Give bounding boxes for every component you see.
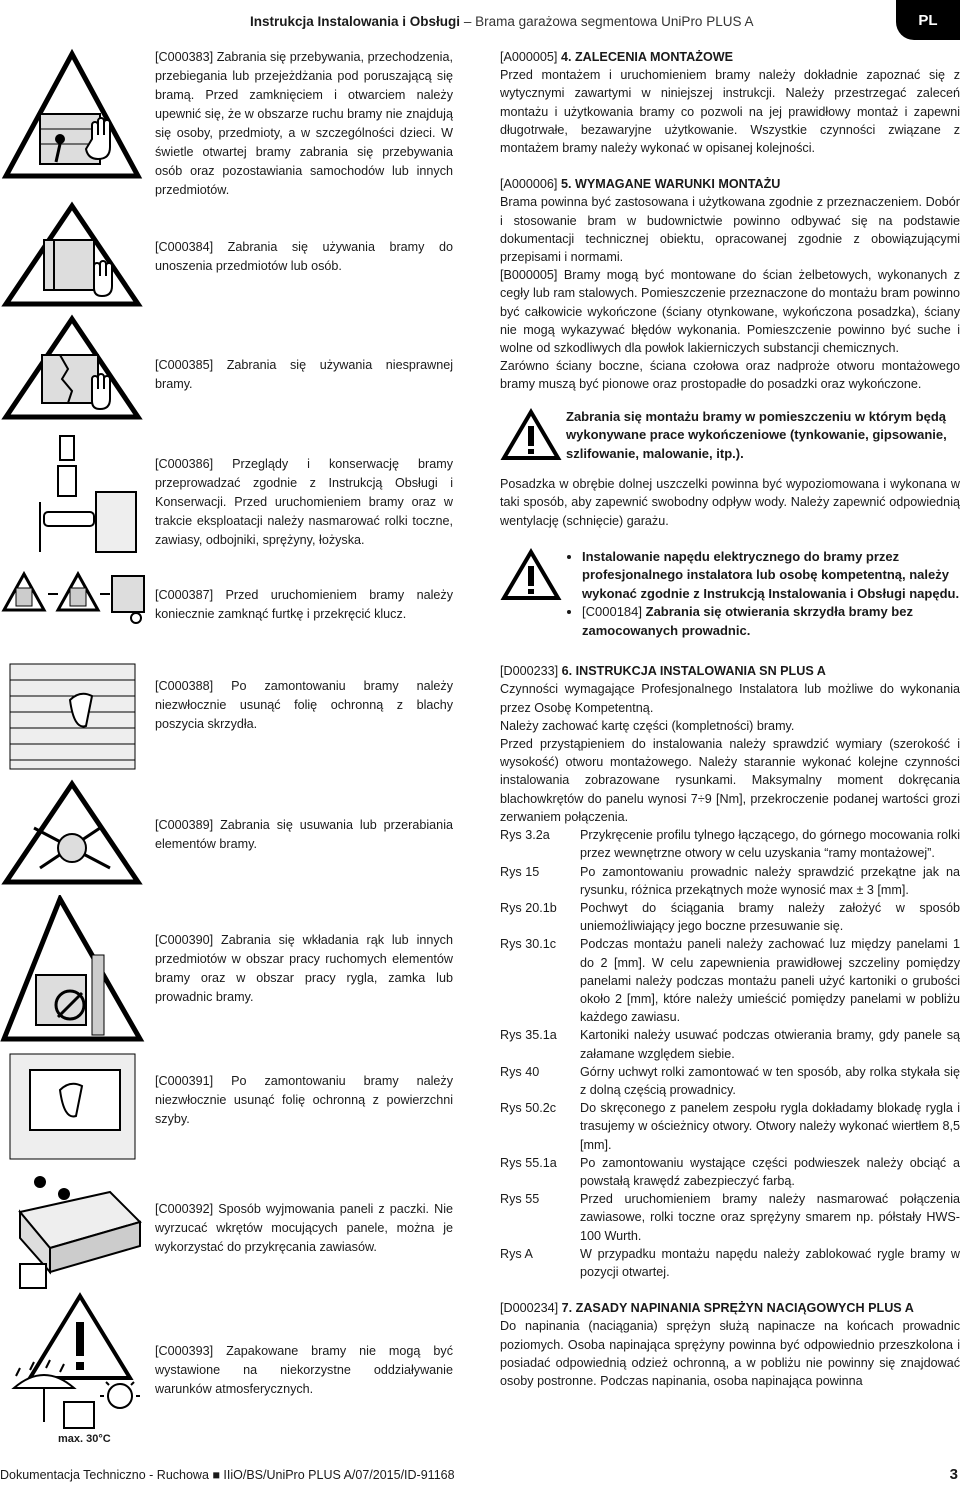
rys-row	[500, 1245, 960, 1281]
section-5-p1: Brama powinna być zastosowana i użytkowana zgodnie z przeznaczeniem. Dobór i stosowanie bram w budownictwie powinno odbywać się na podstawie dokumentacji technicznej obiektu, opracowanej zgodnie z obowiązującymi przepisami i normami.	[500, 195, 960, 265]
rys-text: Po zamontowaniu wystające części podwieszek należy obciąć a powstałą krawędź zabezpieczyć farbą.	[580, 1155, 960, 1188]
rys-text: Przed uruchomieniem bramy należy nasmarować połączenia zawiasowe, rolki toczne oraz sprężyny smarem np. półstały HWS-100 Wurth.	[580, 1192, 960, 1243]
section-7-body: Do napinania (naciągania) sprężyn służą napinacze na końcach prowadnic poziomych. Osoba napinająca sprężyny powinna być odpowiednio przeszkolona i posiadać odpowiednią odzież ochronną, a w pobliżu nie powinny się znajdować osoby postronne. Podczas napinania, osoba napinająca powinna	[500, 1319, 960, 1388]
rys-row	[500, 1026, 960, 1062]
rys-text: Po zamontowaniu prowadnic należy sprawdzić przekątne jak na rysunku, różnica przekątnych może wynosić max ± 3 [mm].	[580, 864, 960, 897]
rys-label: Rys 40	[500, 1064, 540, 1079]
rys-label: Rys 20.1b	[500, 900, 557, 915]
rys-row	[500, 899, 960, 935]
rys-table	[500, 826, 960, 1281]
bullet-item-2-code: [C000184]	[582, 604, 642, 620]
bullet-list	[566, 548, 960, 641]
warning-text-8: [C000390] Zabrania się wkładania rąk lub innych przedmiotów w obszar pracy ruchomych elementów bramy oraz w obszar pracy rygla, zamka lub prowadnic bramy.	[155, 933, 453, 1004]
rys-text: Przykręcenie profilu tylnego łączącego, do górnego mocowania rolki przez wewnętrzne otwory w celu uzyskania “ramy montażowej”.	[580, 828, 960, 861]
warning-text-4: [C000386] Przeglądy i konserwację bramy przeprowadzać zgodnie z Instrukcją Obsługi i Konserwacji. Przed uruchomieniem bramy oraz w trakcie eksploatacji należy nasmarować rolki toczne, zawiasy, odbojniki, sprężyny, łożyska.	[155, 457, 453, 547]
section-4-body: Przed montażem i uruchomieniem bramy należy dokładnie zapoznać się z wytycznymi zawartymi w niniejszej instrukcji. Należy przestrzegać zaleceń montażu i użytkowania bramy co pozwoli na jej prawidłowy montaż i zapewni długotrwałe, bezawaryjne użytkowanie. Wszystkie czynności związane z montażem bramy należy wykonać w opisanej kolejności.	[500, 68, 960, 156]
section-5-title: 5. WYMAGANE WARUNKI MONTAŻU	[560, 177, 781, 192]
section-5-warning-text: Zabrania się montażu bramy w pomieszczeniu w którym będą wykonywane prace wykończeniowe (tynkowanie, gipsowanie, szlifowanie, malowanie, itp.).	[566, 408, 947, 461]
footer-doc-id: Dokumentacja Techniczno - Ruchowa ■ IIiO/BS/UniPro PLUS A/07/2015/ID-91168	[0, 1468, 455, 1482]
warning-exclamation-icon	[500, 408, 562, 462]
rys-row	[500, 1063, 960, 1099]
warning-text-5: [C000387] Przed uruchomieniem bramy należy koniecznie zamknąć furtkę i przekręcić klucz.	[155, 588, 453, 621]
section-4-code: [A000005]	[500, 50, 558, 64]
section-4-heading	[500, 48, 960, 66]
section-5-code: [A000006]	[500, 177, 558, 192]
section-7-title: 7. ZASADY NAPINANIA SPRĘŻYN NACIĄGOWYCH PLUS A	[561, 1301, 914, 1316]
warning-text-3: [C000385] Zabrania się używania niesprawnej bramy.	[155, 358, 453, 391]
rys-text: Pochwyt do ściągania bramy należy założyć w sposób uniemożliwiający jego boczne przesuwanie się.	[580, 900, 960, 934]
section-6-title: 6. INSTRUKCJA INSTALOWANIA SN PLUS A	[561, 664, 826, 679]
rys-label: Rys A	[500, 1246, 533, 1261]
rys-label: Rys 35.1a	[500, 1028, 557, 1043]
max-temp-label: max. 30°C	[58, 1433, 111, 1445]
rys-label: Rys 30.1c	[500, 937, 556, 952]
section-6-p1: Czynności wymagające Profesjonalnego Instalatora lub możliwe do wykonania przez Osobę Kompetentną.	[500, 682, 960, 715]
bullet-item-1: • Instalowanie napędu elektrycznego do bramy przez profesjonalnego instalatora lub osobę kompetentną, należy wykonać zgodnie z Instrukcją Instalowania i Obsługi napędu.	[582, 548, 960, 604]
rys-row	[500, 1154, 960, 1190]
wicket-lock-icon	[0, 570, 148, 630]
warning-text-6: [C000388] Po zamontowaniu bramy należy niezwłocznie usunąć folię ochronną z blachy poszycia skrzydła.	[155, 679, 453, 731]
right-column	[500, 48, 960, 1390]
peel-foil-glass-icon	[0, 1050, 148, 1165]
section-5-p2: [B000005] Bramy mogą być montowane do ścian żelbetowych, wykonanych z cegły lub ram stalowych. Pomieszczenie przeznaczone do montażu bram powinno być całkowicie wykończone (ściany otynkowane, wykończona posadzka), ściany nie mogą wykazywać błędów wykonania. Pomieszczenie powinno być suche i wolne od szkodliwych dla powłok lakierniczych substancji chemicznych.	[500, 268, 960, 356]
rys-row	[500, 863, 960, 899]
rys-label: Rys 55	[500, 1192, 540, 1207]
rys-row	[500, 826, 960, 862]
page-footer	[0, 1466, 960, 1486]
warning-text-7: [C000389] Zabrania się usuwania lub przerabiania elementów bramy.	[155, 818, 453, 851]
section-5-heading	[500, 175, 960, 193]
section-5-p3: Zarówno ściany boczne, ściana czołowa oraz nadproże otworu montażowego bramy muszą być pionowe oraz prostopadłe do posadzki oraz wykończone.	[500, 359, 960, 392]
rys-label: Rys 55.1a	[500, 1155, 557, 1170]
warning-text-10: [C000392] Sposób wyjmowania paneli z paczki. Nie wyrzucać wkrętów mocujących panele, można je wykorzystać do przykręcania zawiasów.	[155, 1202, 453, 1254]
page-number: 3	[949, 1466, 958, 1483]
section-6-p3: Przed przystąpieniem do instalowania należy sprawdzić wymiary (szerokość i wysokość) otworu montażowego. Należy starannie wykonać kolejne czynności instalowania zobrazowane rysunkami. Maksymalny moment dokręcania blachowkrętów do panelu wynosi 7÷9 [Nm], przekroczenie podanej wartości grozi zerwaniem połączenia.	[500, 737, 960, 824]
section-5-p4: Posadzka w obrębie dolnej uszczelki powinna być wypoziomowana i wykonana w taki sposób, aby zapewnić swobodny odpływ wody. Należy zapewnić odpowiednią wentylację (schnięcie) garażu.	[500, 477, 960, 528]
warning-text-9: [C000391] Po zamontowaniu bramy należy niezwłocznie usunąć folię ochronną z powierzchni szyby.	[155, 1074, 453, 1126]
warning-text-1: [C000383] Zabrania się przebywania, przechodzenia, przebiegania lub przejeżdżania pod poruszającą się bramą. Przed zamknięciem i otwarciem należy upewnić się, że w obszarze ruchu bramy nie znajdują się osoby, przedmioty, a w szczególności dzieci. W świetle otwartej bramy zabrania się przebywania osób oraz pozostawiania samochodów lub innych przedmiotów.	[155, 50, 453, 197]
no-modification-icon	[0, 778, 148, 888]
bullet-item-2	[582, 603, 960, 640]
section-7-code: [D000234]	[500, 1301, 559, 1316]
rys-text: Podczas montażu paneli należy zachować luz między panelami 1 do 2 [mm]. W celu zapewnienia prawidłowej szczeliny pomiędzy panelami należy podczas montażu paneli użyć kartoniki o grubości około 2 [mm], które należy umieścić pomiędzy panelami w pobliżu każdego zawiasu.	[580, 937, 960, 1025]
section-5-warning	[500, 408, 960, 464]
section-5-bullets	[500, 548, 960, 641]
rys-label: Rys 15	[500, 864, 540, 879]
rys-text: Górny uchwyt rolki zamontować w ten sposób, aby rolka stykała się z dolną częścią prowadnicy.	[580, 1064, 960, 1097]
panel-unpacking-icon	[0, 1172, 148, 1292]
lubrication-icon	[0, 432, 148, 562]
rys-text: W przypadku montażu napędu należy zablokować rygle bramy w pozycji otwartej.	[580, 1246, 960, 1279]
header-title-bold: Instrukcja Instalowania i Obsługi	[250, 14, 461, 29]
warning-exclamation-icon-2	[500, 548, 562, 604]
warning-triangle-broken-icon	[0, 313, 148, 423]
weather-protection-icon	[0, 1292, 148, 1440]
peel-foil-panel-icon	[0, 660, 148, 775]
section-4-title: 4. ZALECENIA MONTAŻOWE	[560, 50, 734, 64]
language-tab: PL	[896, 0, 960, 40]
rys-row	[500, 935, 960, 1026]
header-title-sub: – Brama garażowa segmentowa UniPro PLUS A	[463, 14, 754, 29]
section-7-heading	[500, 1299, 960, 1317]
bullet-item-2-text: Zabrania się otwierania skrzydła bramy bez zamocowanych prowadnic.	[582, 604, 913, 638]
rys-row	[500, 1190, 960, 1245]
warning-text-2: [C000384] Zabrania się używania bramy do unoszenia przedmiotów lub osób.	[155, 240, 453, 273]
header-title	[250, 14, 753, 29]
no-hands-moving-parts-icon	[0, 895, 148, 1045]
section-6-heading	[500, 662, 960, 680]
warning-triangle-lift-icon	[0, 200, 148, 310]
rys-text: Do skręconego z panelem zespołu rygla dokładamy blokadę rygla i trasujemy w ościeżnicy otwory. Otwory należy wykonać wiertłem 8,5 [mm].	[580, 1101, 960, 1152]
rys-label: Rys 3.2a	[500, 828, 550, 843]
rys-text: Kartoniki należy usuwać podczas otwierania bramy, gdy panele są załamane względem siebie.	[580, 1028, 960, 1061]
page-header	[0, 0, 960, 40]
rys-row	[500, 1099, 960, 1154]
warning-triangle-person-icon	[0, 44, 148, 184]
section-6-code: [D000233]	[500, 664, 559, 679]
warning-text-11: [C000393] Zapakowane bramy nie mogą być wystawione na niekorzystne oddziaływanie warunków atmosferycznych.	[155, 1344, 453, 1396]
section-6-p2: Należy zachować kartę części (kompletności) bramy.	[500, 718, 795, 733]
rys-label: Rys 50.2c	[500, 1101, 556, 1116]
